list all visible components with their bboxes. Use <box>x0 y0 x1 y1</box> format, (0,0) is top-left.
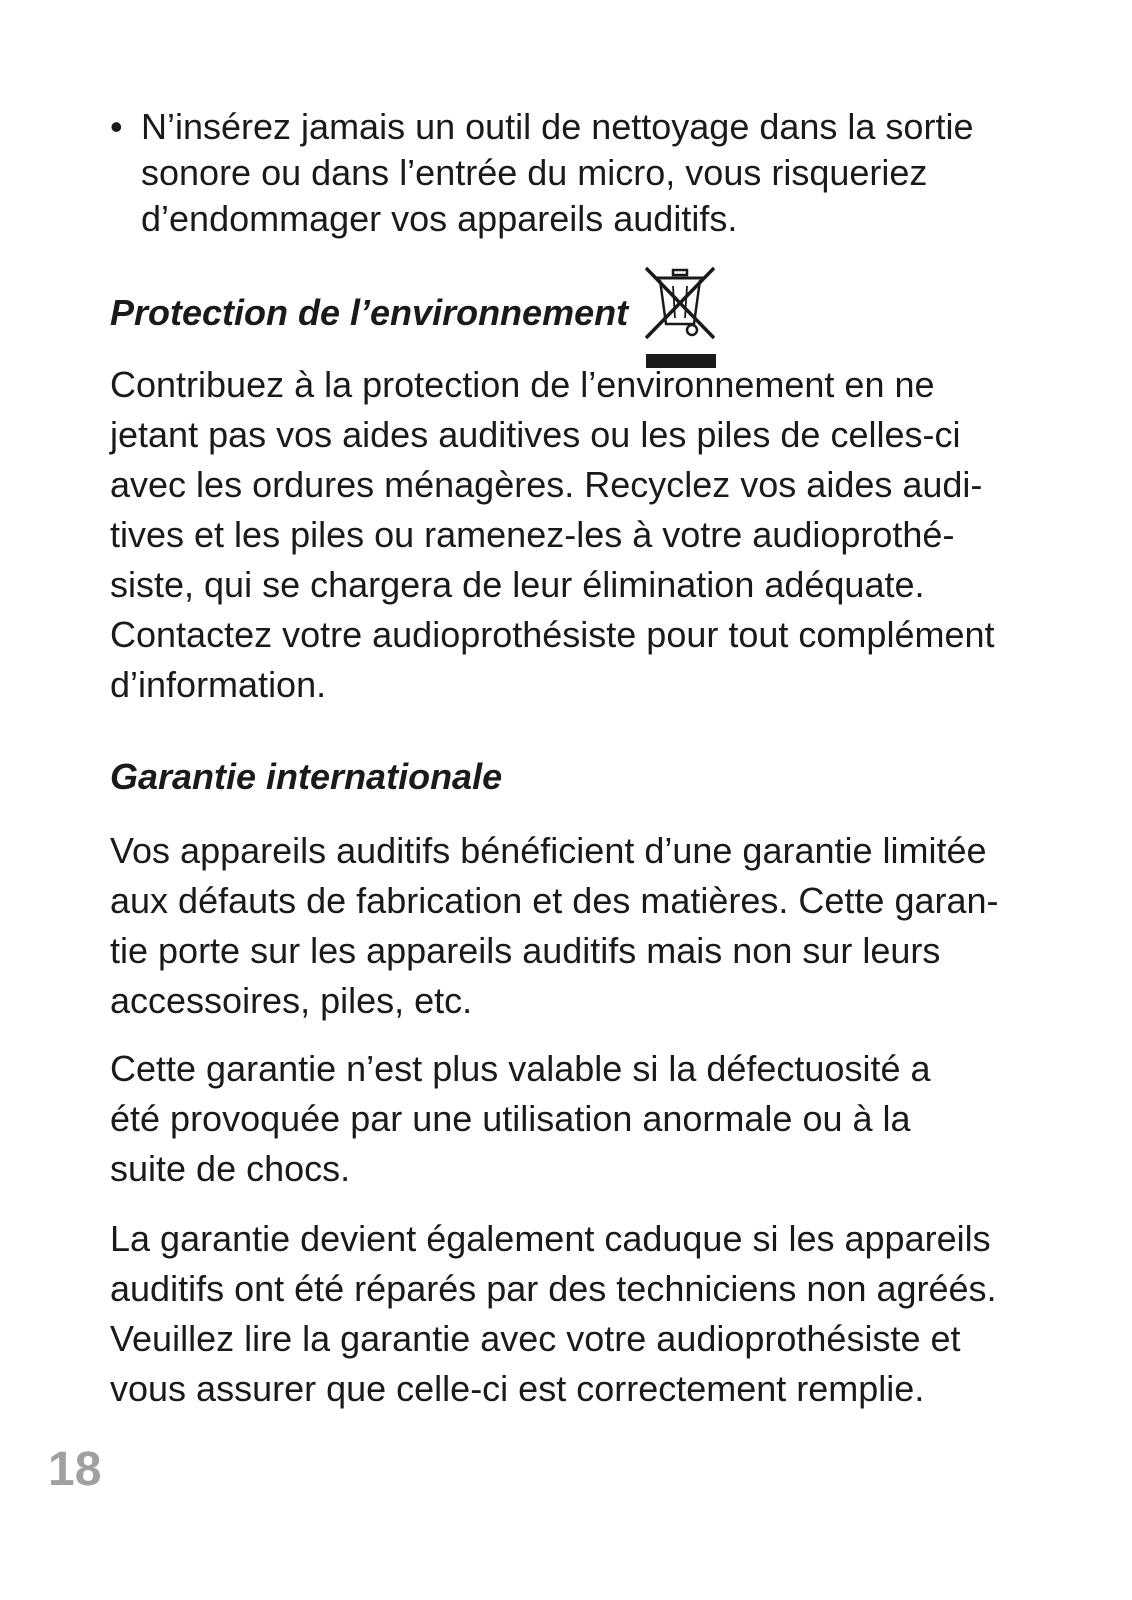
text-line: d’information. <box>110 664 327 705</box>
warranty-heading: Garantie internationale <box>110 756 503 797</box>
text-line: La garantie devient également caduque si les appareils <box>110 1218 991 1259</box>
bullet-item-cleaning-warning <box>110 104 1070 242</box>
text-line: Veuillez lire la garantie avec votre audioprothésiste et <box>110 1318 961 1359</box>
text-line: Vos appareils auditifs bénéficient d’une garantie limitée <box>110 830 987 871</box>
warranty-paragraph-exclusions <box>110 1044 1060 1194</box>
text-line: suite de chocs. <box>110 1148 351 1189</box>
text-line: Cette garantie n’est plus valable si la défectuosité a <box>110 1048 931 1089</box>
text-line: été provoquée par une utilisation anormale ou à la <box>110 1098 911 1139</box>
text-line: avec les ordures ménagères. Recyclez vos aides audi- <box>110 464 983 505</box>
warranty-paragraph-void <box>110 1214 1060 1414</box>
text-line: accessoires, piles, etc. <box>110 980 473 1021</box>
text-line: tie porte sur les appareils auditifs mais non sur leurs <box>110 930 941 971</box>
text-line: siste, qui se chargera de leur élimination adéquate. <box>110 564 925 605</box>
bullet-line: sonore ou dans l’entrée du micro, vous risqueriez <box>141 152 928 193</box>
environment-paragraph <box>110 360 1060 710</box>
text-line: Contribuez à la protection de l’environnement en ne <box>110 364 935 405</box>
text-line: aux défauts de fabrication et des matières. Cette garan- <box>110 880 999 921</box>
bullet-text <box>141 104 1070 242</box>
bullet-symbol: • <box>110 106 123 147</box>
text-line: auditifs ont été réparés par des techniciens non agréés. <box>110 1268 997 1309</box>
bullet-line: N’insérez jamais un outil de nettoyage dans la sortie <box>141 106 974 147</box>
bullet-line: d’endommager vos appareils auditifs. <box>141 198 738 239</box>
text-line: Contactez votre audioprothésiste pour tout complément <box>110 614 995 655</box>
warranty-paragraph-scope <box>110 826 1060 1026</box>
text-line: jetant pas vos aides auditives ou les piles de celles-ci <box>110 414 961 455</box>
text-line: vous assurer que celle-ci est correctement remplie. <box>110 1368 925 1409</box>
text-line: tives et les piles ou ramenez-les à votre audioprothé- <box>110 514 955 555</box>
environment-heading: Protection de l’environnement <box>110 292 629 333</box>
page-number: 18 <box>48 1443 102 1496</box>
